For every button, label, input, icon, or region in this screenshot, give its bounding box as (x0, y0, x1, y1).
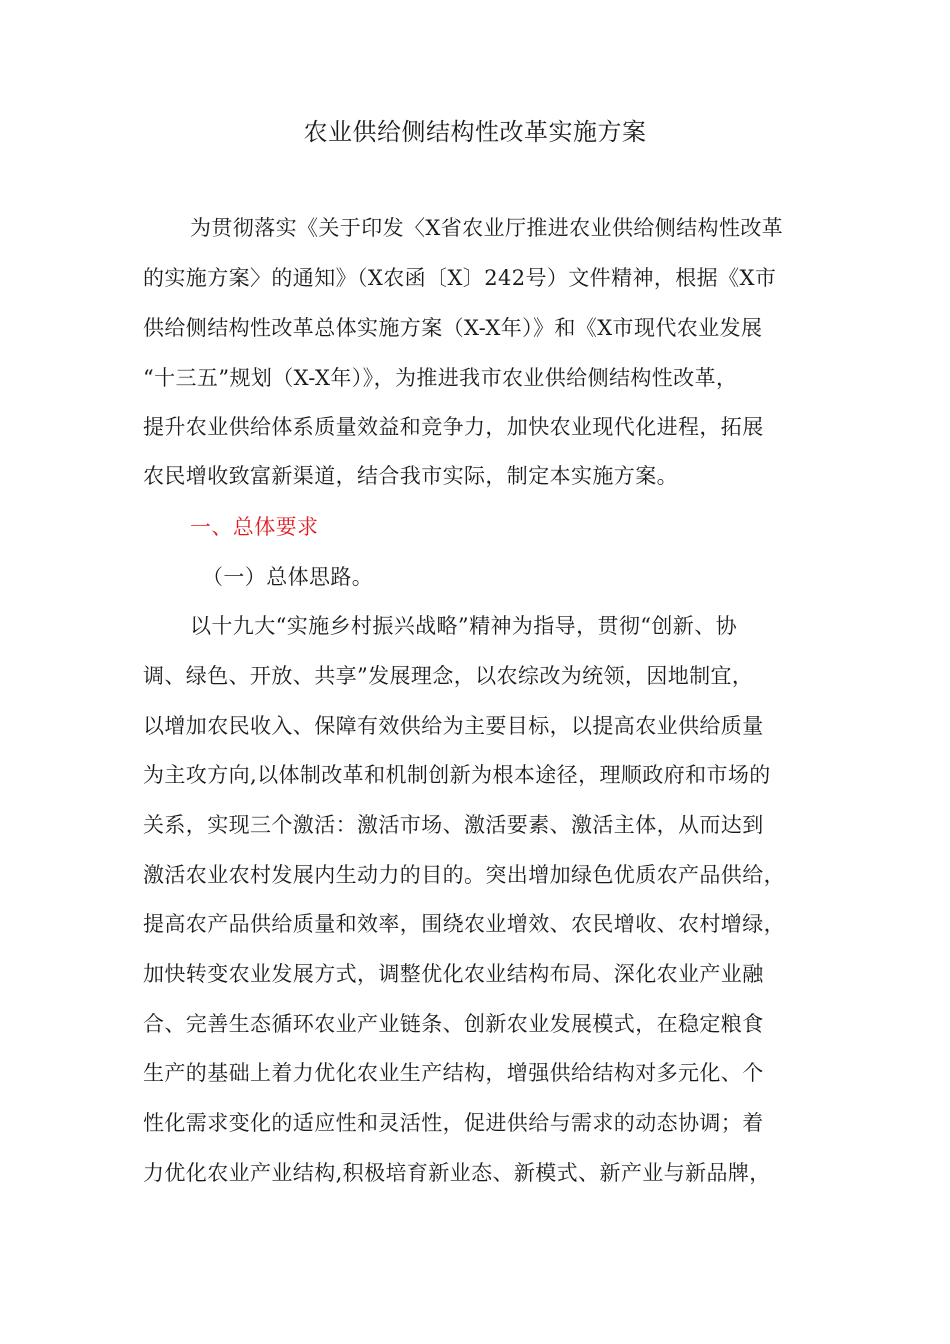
body-line-12: 力优化农业产业结构,积极培育新业态、新模式、新产业与新品牌， (143, 1161, 771, 1185)
body-line-5: 关系，实现三个激活：激活市场、激活要素、激活主体，从而达到 (143, 813, 764, 837)
body-line-1: 以十九大“实施乡村振兴战略”精神为指导，贯彻“创新、协 (190, 614, 738, 638)
body-line-6: 激活农业农村发展内生动力的目的。突出增加绿色优质农产品供给， (143, 863, 785, 887)
body-line-11: 性化需求变化的适应性和灵活性，促进供给与需求的动态协调；着 (143, 1111, 764, 1135)
body-line-2: 调、绿色、开放、共享”发展理念，以农综改为统领，因地制宜， (143, 664, 754, 688)
body-line-9: 合、完善生态循环农业产业链条、创新农业发展模式，在稳定粮食 (143, 1012, 764, 1036)
body-line-4: 为主攻方向,以体制改革和机制创新为根本途径，理顺政府和市场的 (143, 763, 771, 787)
subsection-heading: （一）总体思路。 (202, 565, 374, 589)
body-line-7: 提高农产品供给质量和效率，围绕农业增效、农民增收、农村增绿， (143, 912, 785, 936)
intro-line-6: 农民增收致富新渠道，结合我市实际，制定本实施方案。 (143, 464, 678, 488)
intro-line-2: 的实施方案〉的通知》（X农函〔X〕242号）文件精神，根据《X市 (143, 266, 777, 290)
body-line-3: 以增加农民收入、保障有效供给为主要目标，以提高农业供给质量 (143, 714, 764, 738)
body-line-8: 加快转变农业发展方式，调整优化农业结构布局、深化农业产业融 (143, 962, 764, 986)
body-line-10: 生产的基础上着力优化农业生产结构，增强供给结构对多元化、个 (143, 1061, 764, 1085)
intro-line-1: 为贯彻落实《关于印发〈X省农业厅推进农业供给侧结构性改革 (190, 216, 784, 240)
intro-line-3: 供给侧结构性改革总体实施方案（X-X年）》和《X市现代农业发展 (143, 316, 763, 340)
section-heading: 一、总体要求 (190, 515, 319, 539)
document-title: 农业供给侧结构性改革实施方案 (303, 118, 647, 146)
intro-line-4: “十三五”规划（X-X年）》，为推进我市农业供给侧结构性改革， (143, 366, 738, 390)
intro-line-5: 提升农业供给体系质量效益和竞争力，加快农业现代化进程，拓展 (143, 415, 764, 439)
